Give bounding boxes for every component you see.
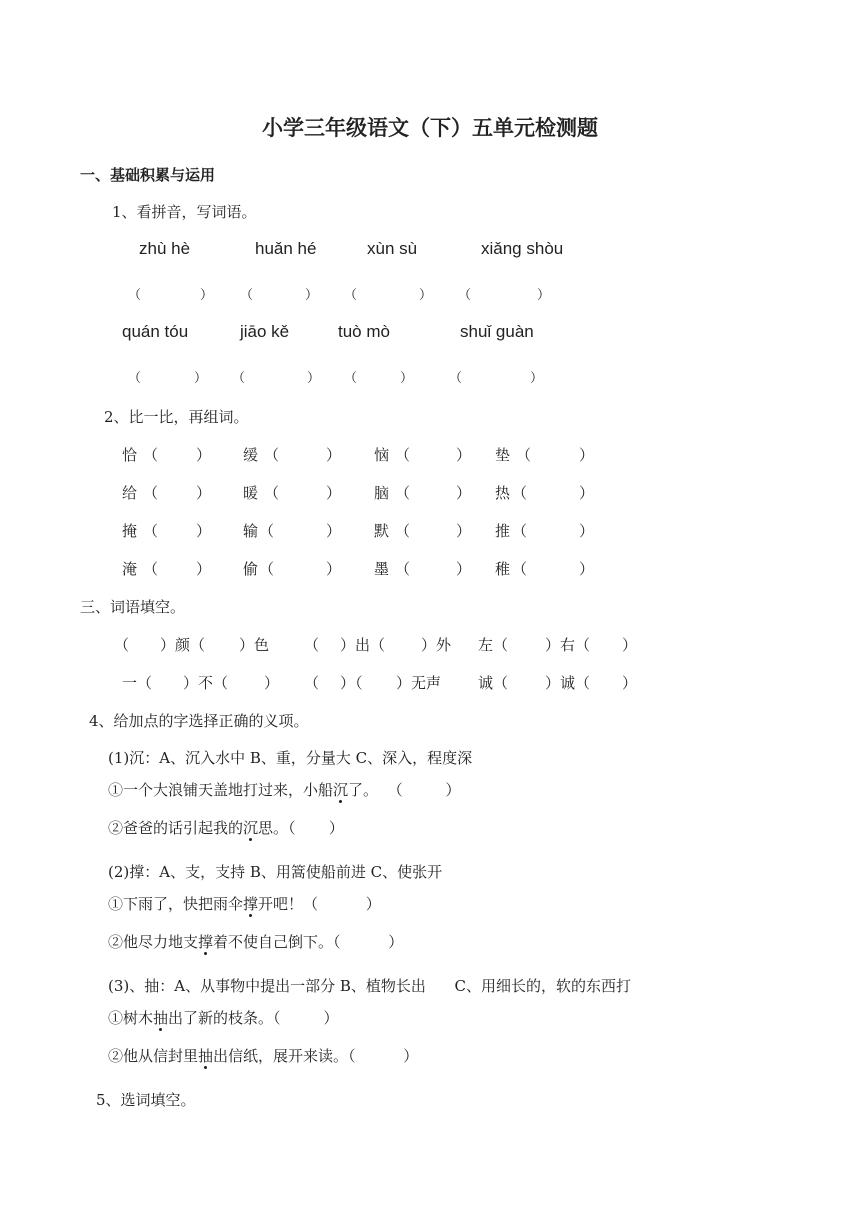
blank-close: ） xyxy=(194,371,208,386)
blank-close: ） xyxy=(456,484,472,502)
fill-part: （ xyxy=(114,636,130,654)
blank-close: ） xyxy=(579,446,595,464)
blank-close: ） xyxy=(196,560,212,578)
blank-open: （ xyxy=(143,446,159,464)
blank-close: ） xyxy=(579,484,595,502)
q2-char: 恼 xyxy=(374,446,390,464)
blank-close: ） xyxy=(326,484,342,502)
blank-close: ） xyxy=(456,446,472,464)
blank-open: （ xyxy=(512,522,528,540)
q2-char: 恰 xyxy=(122,446,138,464)
q1-prompt: 1、看拼音，写词语。 xyxy=(112,203,257,221)
blank-close: ） xyxy=(456,522,472,540)
blank-open: （ xyxy=(143,484,159,502)
pinyin-item: quán tóu xyxy=(122,322,189,341)
blank-close: ） xyxy=(196,446,212,464)
q2-char: 给 xyxy=(122,484,138,502)
dotted-char: 沉 xyxy=(333,781,349,799)
blank-close: ） xyxy=(530,371,544,386)
q2-char: 暖 xyxy=(243,484,259,502)
fill-part: 左（ xyxy=(478,636,509,654)
q2-char: 输 xyxy=(243,522,259,540)
blank-open: （ xyxy=(128,371,142,386)
page-title: 小学三年级语文（下）五单元检测题 xyxy=(262,116,598,140)
blank-open: （ xyxy=(512,560,528,578)
fill-part: ）右（ xyxy=(545,636,591,654)
q4-sentence: ①树木抽出了新的枝条。（ ） xyxy=(108,1009,339,1027)
blank-close: ） xyxy=(326,522,342,540)
q4-definition: (2)撑：A、支，支持 B、用篙使船前进 C、使张开 xyxy=(108,863,443,881)
fill-part: ）不（ xyxy=(183,674,229,692)
blank-open: （ xyxy=(259,560,275,578)
blank-close: ） xyxy=(326,560,342,578)
blank-open: （ xyxy=(240,288,254,303)
q2-char: 缓 xyxy=(243,446,259,464)
blank-open: （ xyxy=(512,484,528,502)
dotted-char: 抽 xyxy=(198,1047,214,1065)
blank-open: （ xyxy=(344,371,358,386)
fill-part: ） xyxy=(622,674,638,692)
q4-prompt: 4、给加点的字选择正确的义项。 xyxy=(89,712,309,730)
q2-char: 偷 xyxy=(243,560,259,578)
q4-sentence: ②他尽力地支撑着不使自己倒下。（ ） xyxy=(108,933,404,951)
q4-sentence: ②他从信封里抽出信纸，展开来读。（ ） xyxy=(108,1047,419,1065)
blank-close: ） xyxy=(456,560,472,578)
dotted-char: 抽 xyxy=(153,1009,169,1027)
fill-part: ）（ xyxy=(340,674,363,692)
pinyin-item: huǎn hé xyxy=(255,239,317,258)
section-heading-3: 三、词语填空。 xyxy=(80,598,186,616)
blank-open: （ xyxy=(395,522,411,540)
blank-close: ） xyxy=(196,522,212,540)
pinyin-item: tuò mò xyxy=(338,322,390,341)
blank-open: （ xyxy=(264,484,280,502)
q2-char: 默 xyxy=(374,522,390,540)
blank-open: （ xyxy=(395,446,411,464)
blank-open: （ xyxy=(264,446,280,464)
dotted-char: 撑 xyxy=(243,895,259,913)
blank-close: ） xyxy=(326,446,342,464)
fill-part: ）颜（ xyxy=(160,636,206,654)
blank-close: ） xyxy=(537,288,551,303)
fill-part: 诚（ xyxy=(478,674,509,692)
blank-close: ） xyxy=(579,522,595,540)
pinyin-item: shuǐ guàn xyxy=(460,322,534,341)
pinyin-item: xiǎng shòu xyxy=(481,239,564,258)
fill-part: ）出（ xyxy=(340,636,386,654)
blank-close: ） xyxy=(200,288,214,303)
fill-part: ） xyxy=(264,674,280,692)
blank-open: （ xyxy=(232,371,246,386)
blank-close: ） xyxy=(400,371,414,386)
blank-close: ） xyxy=(419,288,433,303)
q2-char: 稚 xyxy=(495,560,511,578)
fill-part: ） xyxy=(622,636,638,654)
q2-char: 热 xyxy=(495,484,511,502)
fill-part: ）无声 xyxy=(396,674,442,692)
blank-close: ） xyxy=(579,560,595,578)
q4-definition: (1)沉：A、沉入水中 B、重，分量大 C、深入，程度深 xyxy=(108,749,473,767)
q2-char: 淹 xyxy=(122,560,138,578)
blank-open: （ xyxy=(143,560,159,578)
section-heading-1: 一、基础积累与运用 xyxy=(80,166,216,184)
q2-char: 垫 xyxy=(495,446,511,464)
blank-close: ） xyxy=(196,484,212,502)
fill-part: ）外 xyxy=(421,636,452,654)
blank-open: （ xyxy=(449,371,463,386)
fill-part: （ xyxy=(304,674,320,692)
fill-part: ）诚（ xyxy=(545,674,591,692)
q2-char: 掩 xyxy=(122,522,138,540)
blank-open: （ xyxy=(344,288,358,303)
q2-prompt: 2、比一比，再组词。 xyxy=(104,408,249,426)
pinyin-item: jiāo kě xyxy=(240,322,290,341)
dotted-char: 撑 xyxy=(198,933,214,951)
blank-close: ） xyxy=(307,371,321,386)
blank-open: （ xyxy=(395,560,411,578)
q2-char: 墨 xyxy=(374,560,390,578)
q2-char: 脑 xyxy=(374,484,390,502)
fill-part: （ xyxy=(304,636,320,654)
pinyin-item: zhù hè xyxy=(139,239,191,258)
blank-open: （ xyxy=(143,522,159,540)
blank-close: ） xyxy=(305,288,319,303)
blank-open: （ xyxy=(395,484,411,502)
q4-sentence: ①下雨了，快把雨伞撑开吧！（ ） xyxy=(108,895,381,913)
fill-part: ）色 xyxy=(239,636,270,654)
q4-sentence: ①一个大浪铺天盖地打过来，小船沉了。 （ ） xyxy=(108,781,461,799)
q5-prompt: 5、选词填空。 xyxy=(96,1091,196,1109)
blank-open: （ xyxy=(128,288,142,303)
q2-char: 推 xyxy=(495,522,511,540)
fill-part: 一（ xyxy=(122,674,153,692)
q4-sentence: ②爸爸的话引起我的沉思。（ ） xyxy=(108,819,344,837)
blank-open: （ xyxy=(516,446,532,464)
dotted-char: 沉 xyxy=(243,819,259,837)
pinyin-item: xùn sù xyxy=(367,239,418,258)
blank-open: （ xyxy=(259,522,275,540)
blank-open: （ xyxy=(458,288,472,303)
q4-definition: (3)、抽：A、从事物中提出一部分 B、植物长出 C、用细长的，软的东西打 xyxy=(108,977,631,995)
